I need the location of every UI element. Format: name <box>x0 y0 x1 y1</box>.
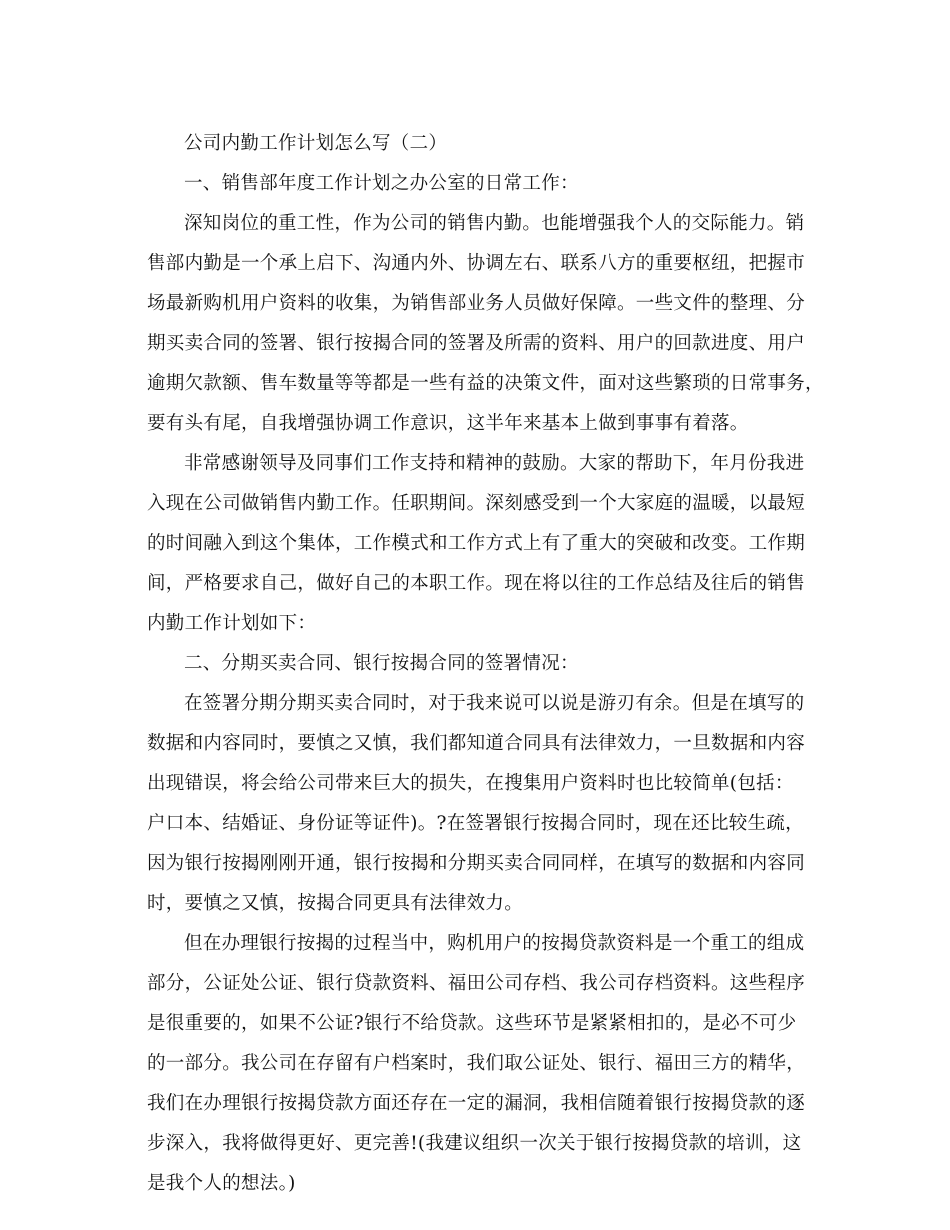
paragraph-3-line: 时，要慎之又慎，按揭合同更具有法律效力。 <box>147 893 524 914</box>
paragraph-1-line: 深知岗位的重工性，作为公司的销售内勤。也能增强我个人的交际能力。销 <box>184 213 805 234</box>
document-body <box>147 124 824 1204</box>
paragraph-4-line: 步深入，我将做得更好、更完善!(我建议组织一次关于银行按揭贷款的培训，这 <box>147 1133 802 1154</box>
paragraph-4-line: 的一部分。我公司在存留有户档案时，我们取公证处、银行、福田三方的精华， <box>147 1053 806 1074</box>
paragraph-3-line: 出现错误，将会给公司带来巨大的损失，在搜集用户资料时也比较简单(包括： <box>147 773 794 794</box>
paragraph-2-line: 内勤工作计划如下： <box>147 613 317 634</box>
paragraph-4-line: 是很重要的，如果不公证?银行不给贷款。这些环节是紧紧相扣的，是必不可少 <box>147 1013 797 1034</box>
paragraph-2-line: 入现在公司做销售内勤工作。任职期间。深刻感受到一个大家庭的温暖，以最短 <box>147 493 806 514</box>
document-title: 公司内勤工作计划怎么写（二） <box>184 133 448 154</box>
section-heading-2: 二、分期买卖合同、银行按揭合同的签署情况： <box>184 653 579 674</box>
paragraph-3-line: 户口本、结婚证、身份证等证件)。?在签署银行按揭合同时，现在还比较生疏， <box>147 813 804 834</box>
paragraph-4-line: 我们在办理银行按揭贷款方面还存在一定的漏洞，我相信随着银行按揭贷款的逐 <box>147 1093 806 1114</box>
paragraph-2-line: 间，严格要求自己，做好自己的本职工作。现在将以往的工作总结及往后的销售 <box>147 573 806 594</box>
paragraph-1-line: 售部内勤是一个承上启下、沟通内外、协调左右、联系八方的重要枢纽，把握市 <box>147 253 806 274</box>
paragraph-1-line: 场最新购机用户资料的收集，为销售部业务人员做好保障。一些文件的整理、分 <box>147 293 806 314</box>
paragraph-2-line: 非常感谢领导及同事们工作支持和精神的鼓励。大家的帮助下，年月份我进 <box>184 453 805 474</box>
paragraph-1-line: 要有头有尾，自我增强协调工作意识，这半年来基本上做到事事有着落。 <box>147 413 749 434</box>
paragraph-3-line: 因为银行按揭刚刚开通，银行按揭和分期买卖合同同样，在填写的数据和内容同 <box>147 853 806 874</box>
paragraph-1-line: 期买卖合同的签署、银行按揭合同的签署及所需的资料、用户的回款进度、用户 <box>147 333 806 354</box>
section-heading-1: 一、销售部年度工作计划之办公室的日常工作： <box>184 173 579 194</box>
paragraph-3-line: 数据和内容同时，要慎之又慎，我们都知道合同具有法律效力，一旦数据和内容 <box>147 733 806 754</box>
paragraph-4-line: 部分，公证处公证、银行贷款资料、福田公司存档、我公司存档资料。这些程序 <box>147 973 806 994</box>
paragraph-4-line: 是我个人的想法。) <box>147 1173 296 1194</box>
paragraph-4-line: 但在办理银行按揭的过程当中，购机用户的按揭贷款资料是一个重工的组成 <box>184 933 805 954</box>
paragraph-3-line: 在签署分期分期买卖合同时，对于我来说可以说是游刃有余。但是在填写的 <box>184 693 805 714</box>
paragraph-2-line: 的时间融入到这个集体，工作模式和工作方式上有了重大的突破和改变。工作期 <box>147 533 806 554</box>
paragraph-1-line: 逾期欠款额、售车数量等等都是一些有益的决策文件，面对这些繁琐的日常事务， <box>147 373 824 394</box>
